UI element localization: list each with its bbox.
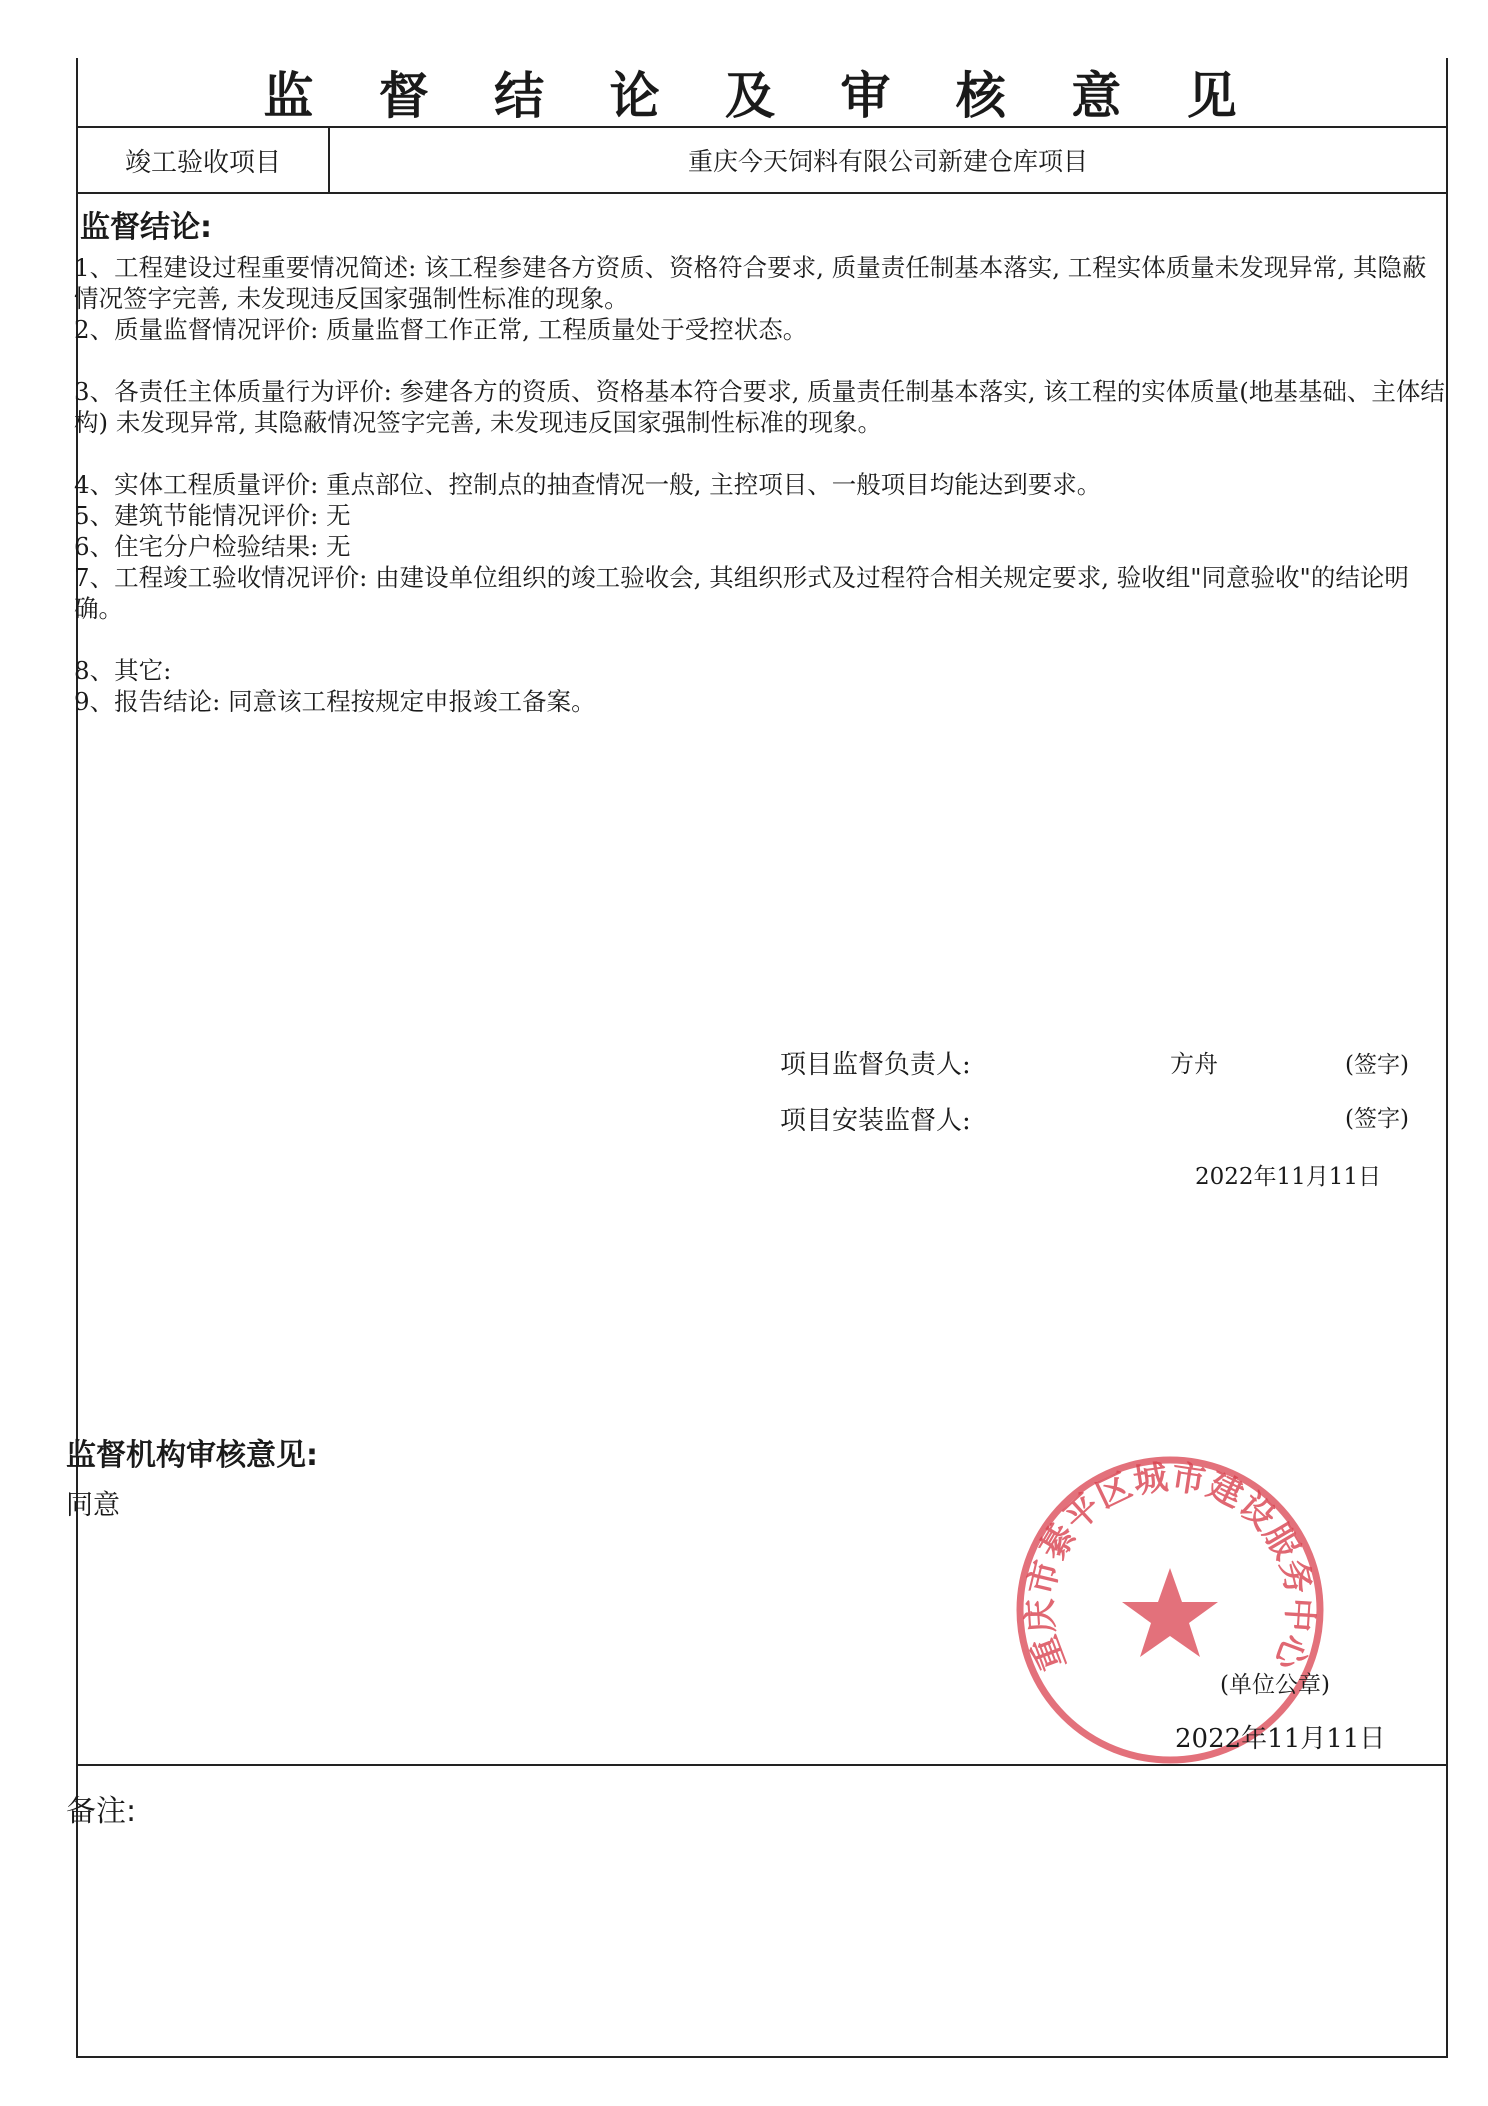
seal-text: 重庆市綦平区城市建设服务中心 [1020, 1457, 1320, 1676]
list-item: 9、报告结论: 同意该工程按规定申报竣工备案。 [74, 687, 596, 716]
supervisor-name: 方舟 [1170, 1050, 1218, 1078]
remarks-heading: 备注: [66, 1794, 137, 1829]
seal-star-icon [1122, 1568, 1218, 1657]
review-opinion: 同意 [66, 1490, 120, 1521]
sign-note: (签字) [1345, 1106, 1409, 1132]
list-item: 3、各责任主体质量行为评价: 参建各方的资质、资格基本符合要求, 质量责任制基本落实, 该工程的实体质量(地基基础、主体结构) 未发现异常, 其隐蔽情况签字完善, 未发现违反国家强制性标准的现象。 [74, 377, 1445, 437]
list-item: 1、工程建设过程重要情况简述: 该工程参建各方资质、资格符合要求, 质量责任制基本落实, 工程实体质量未发现异常, 其隐蔽情况签字完善, 未发现违反国家强制性标准的现象。 [74, 253, 1427, 313]
list-item: 8、其它: [74, 656, 172, 685]
list-item: 5、建筑节能情况评价: 无 [74, 501, 351, 530]
conclusion-heading: 监督结论: [80, 210, 212, 245]
border-bottom [76, 2056, 1448, 2058]
list-item: 2、质量监督情况评价: 质量监督工作正常, 工程质量处于受控状态。 [74, 315, 808, 344]
sign-note: (签字) [1345, 1052, 1409, 1078]
project-name: 重庆今天饲料有限公司新建仓库项目 [687, 147, 1088, 176]
supervisor-label: 项目监督负责人: [780, 1050, 971, 1080]
border-row-2 [76, 192, 1448, 194]
list-item: 4、实体工程质量评价: 重点部位、控制点的抽查情况一般, 主控项目、一般项目均能达到要求。 [74, 470, 1102, 499]
list-item: 6、住宅分户检验结果: 无 [74, 532, 351, 561]
conclusion-list [74, 252, 1446, 717]
installer-label: 项目安装监督人: [780, 1106, 971, 1136]
page-title: 监 督 结 论 及 审 核 意 见 [263, 66, 1261, 125]
seal-note: (单位公章) [1220, 1672, 1330, 1698]
signature-date: 2022年11月11日 [1195, 1164, 1382, 1190]
border-right [1446, 58, 1448, 2058]
review-heading: 监督机构审核意见: [66, 1438, 318, 1473]
review-date: 2022年11月11日 [1175, 1724, 1386, 1754]
project-label: 竣工验收项目 [124, 147, 281, 178]
list-item: 7、工程竣工验收情况评价: 由建设单位组织的竣工验收会, 其组织形式及过程符合相关规定要求, 验收组"同意验收"的结论明确。 [74, 563, 1409, 623]
